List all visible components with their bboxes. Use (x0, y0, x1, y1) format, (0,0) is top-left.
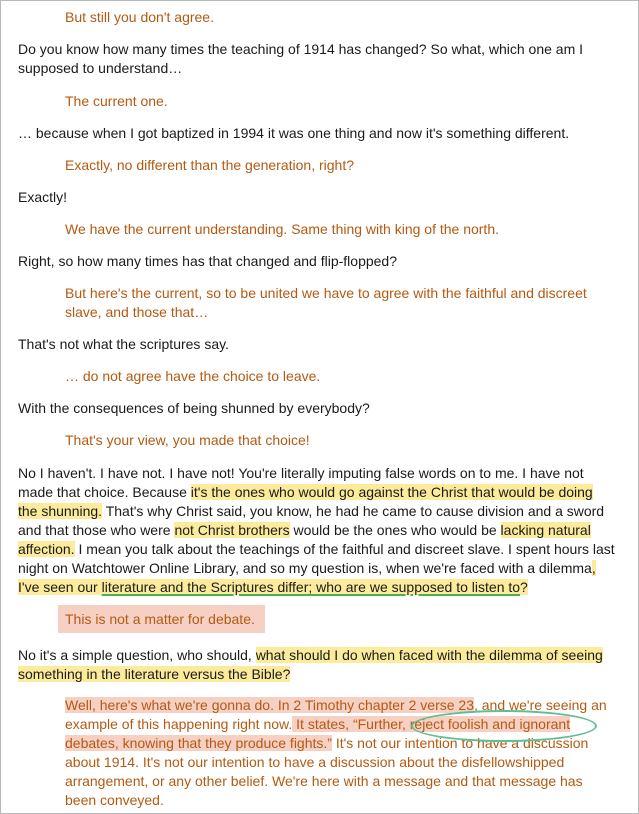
highlight-yellow: not Christ brothers (174, 522, 290, 538)
line-a: With the consequences of being shunned by everybody? (18, 400, 370, 416)
line-b: That's your view, you made that choice! (65, 432, 310, 448)
green-circle-annotation (411, 710, 597, 742)
paragraph-a (18, 464, 616, 597)
line-b: The current one. (65, 93, 168, 109)
highlight-yellow: lacking natural affection. (18, 522, 591, 557)
line-a: Do you know how many times the teaching of 1914 has changed? So what, which one am I supposed to understand… (18, 41, 584, 76)
highlight-pink: Well, here's what we're gonna do. In 2 Timothy chapter 2 verse 23 (65, 697, 474, 713)
plain-text: No I haven't. I have not. I have not! You're literally imputing false words on to me. I have not made that choice. Because (18, 465, 584, 500)
highlight-yellow: it's the ones who would go against the Christ that would be doing the shunning. (18, 484, 593, 519)
line-b: But still you don't agree. (65, 9, 214, 25)
line-b: We have the current understanding. Same thing with king of the north. (65, 221, 499, 237)
highlight-yellow: ? (520, 579, 528, 595)
line-a: … because when I got baptized in 1994 it was one thing and now it's something different. (18, 125, 570, 141)
line-b: Exactly, no different than the generation, right? (65, 157, 355, 173)
highlight-pink: It states, (292, 716, 353, 732)
highlight-yellow: , I've seen our (18, 560, 596, 595)
plain-text: would be the ones who would be (289, 522, 501, 538)
underlined-highlight: literature and the Scriptures differ; who are we supposed to listen to (101, 579, 521, 595)
line-a: Right, so how many times has that changed and flip-flopped? (18, 253, 398, 269)
line-b: This is not a matter for debate. (65, 611, 255, 627)
line-a: That's not what the scriptures say. (18, 336, 229, 352)
plain-text: That's why Christ said, you know, he had he came to cause division and a sword and that those who were (18, 503, 605, 538)
paragraph-a (18, 646, 616, 684)
highlight-yellow: what should I do when faced with the dilemma of seeing something in the literature versus the Bible? (18, 647, 603, 682)
line-a: Exactly! (18, 189, 68, 205)
plain-text: I mean you talk about the teachings of the faithful and discreet slave. I spent hours last night on Watchtower Online Library, and so my question is, when we're faced with a dilemma (18, 541, 615, 576)
line-b: … do not agree have the choice to leave. (65, 368, 321, 384)
plain-text: , and we're seeing an example of this happening right now. (65, 697, 607, 732)
highlight-pink: “Further, reject foolish and ignorant debates, knowing that they produce fights.” (65, 716, 571, 751)
plain-text: It's not our intention to have a discussion about 1914. It's not our intention to have a discussion about the disfellowshipped arrangement, or any other belief. We're here with a message and that message has been conveyed. (65, 735, 589, 808)
plain-text: No it's a simple question, who should, (18, 647, 256, 663)
line-b: But here's the current, so to be united we have to agree with the faithful and discreet slave, and those that… (65, 285, 587, 320)
